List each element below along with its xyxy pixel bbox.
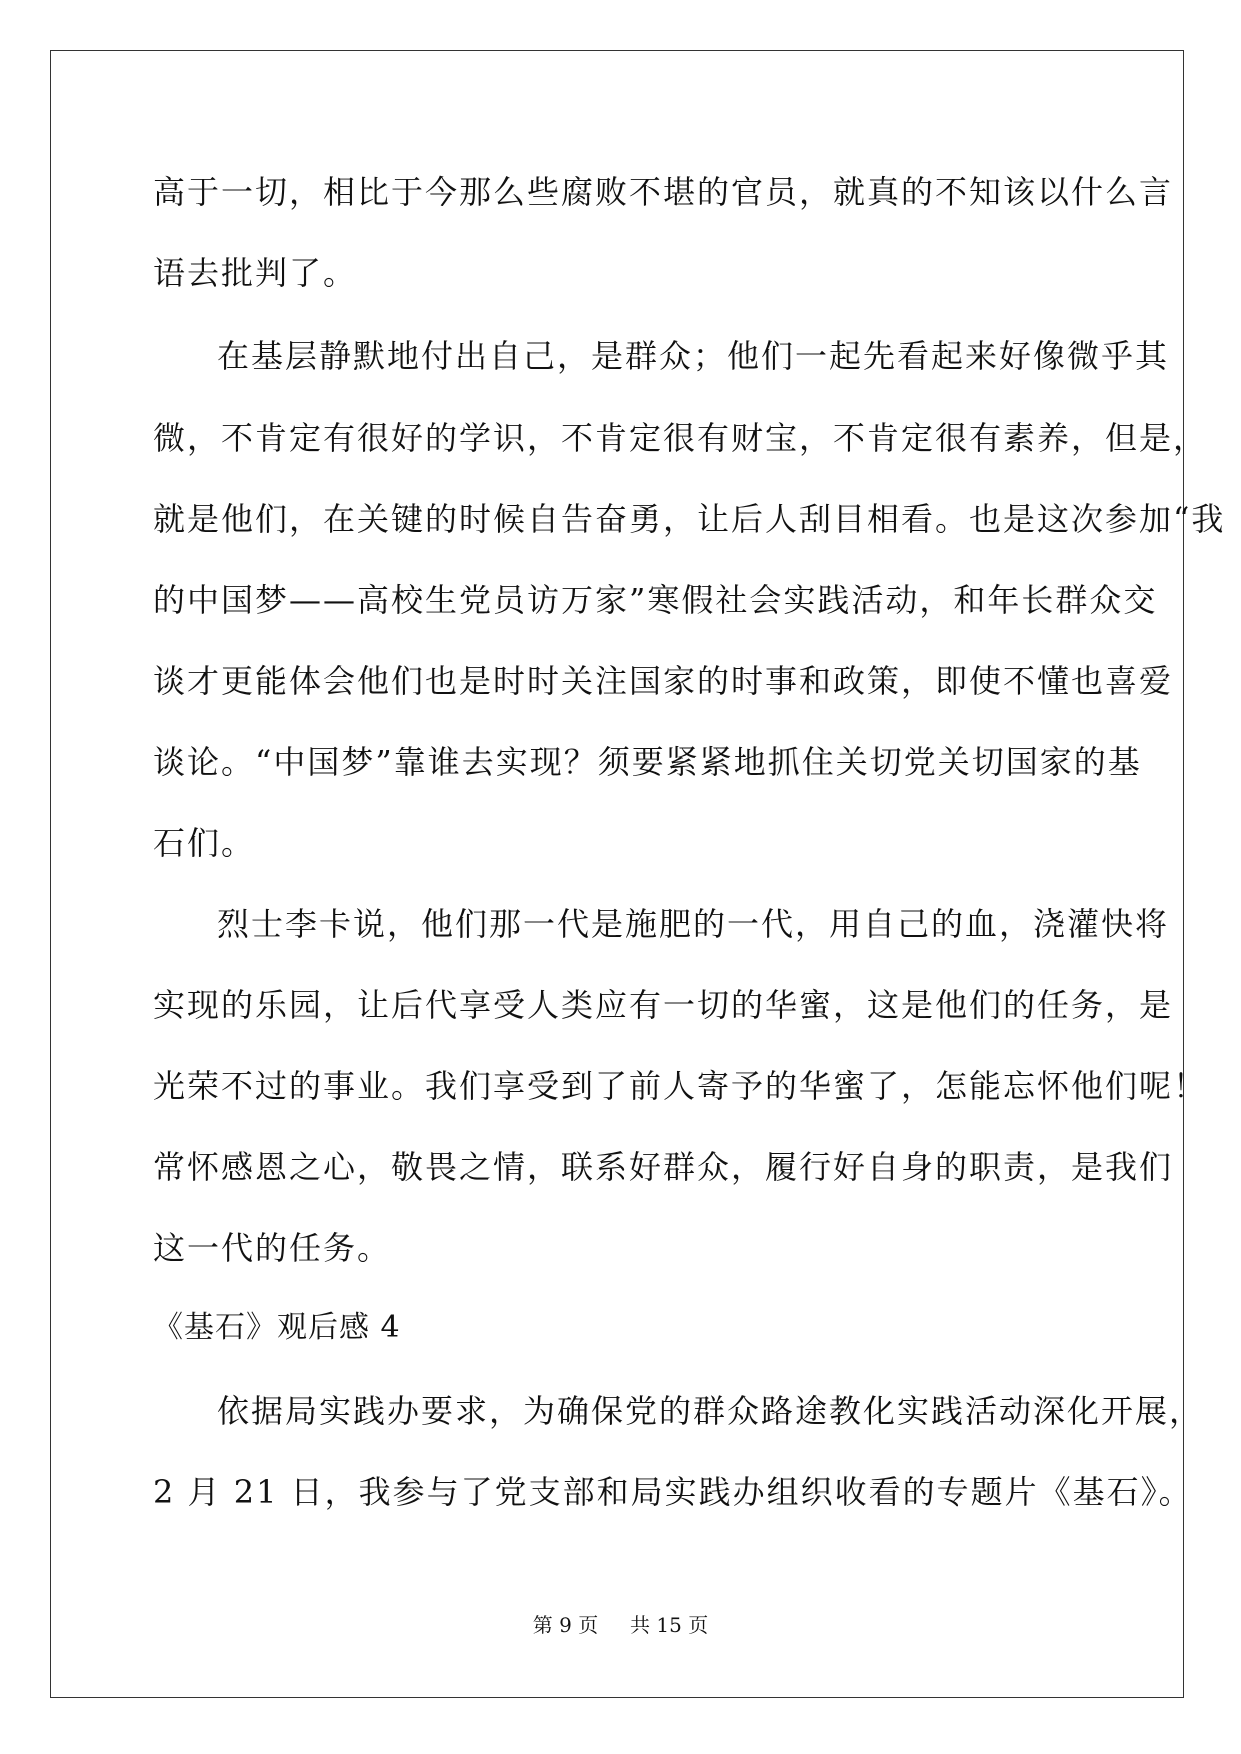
page-number: 第 9 页 xyxy=(532,1613,599,1637)
text-line: 实现的乐园，让后代享受人类应有一切的华蜜，这是他们的任务，是 xyxy=(153,986,1174,1024)
text-line: 微，不肯定有很好的学识，不肯定很有财宝，不肯定很有素养，但是， xyxy=(153,419,1208,457)
text-line: 的中国梦——高校生党员访万家”寒假社会实践活动，和年长群众交 xyxy=(153,581,1158,619)
section-heading: 《基石》观后感 4 xyxy=(153,1310,401,1345)
text-line: 2 月 21 日，我参与了党支部和局实践办组织收看的专题片《基石》。 xyxy=(153,1473,1193,1511)
text-line: 谈才更能体会他们也是时时关注国家的时事和政策，即使不懂也喜爱 xyxy=(153,662,1174,700)
text-line: 常怀感恩之心，敬畏之情，联系好群众，履行好自身的职责，是我们 xyxy=(153,1148,1174,1186)
text-line: 高于一切，相比于今那么些腐败不堪的官员，就真的不知该以什么言 xyxy=(153,173,1174,211)
text-line: 谈论。“中国梦”靠谁去实现？须要紧紧地抓住关切党关切国家的基 xyxy=(153,743,1142,781)
text-line: 石们。 xyxy=(153,824,256,862)
text-line: 就是他们，在关键的时候自告奋勇，让后人刮目相看。也是这次参加“我 xyxy=(153,500,1226,538)
text-line: 语去批判了。 xyxy=(153,254,358,292)
paragraph-start-line: 在基层静默地付出自己，是群众；他们一起先看起来好像微乎其 xyxy=(217,337,1170,375)
page-footer xyxy=(0,1613,1241,1637)
page-border xyxy=(50,50,1226,1698)
paragraph-start-line: 依据局实践办要求，为确保党的群众路途教化实践活动深化开展， xyxy=(217,1392,1204,1430)
page-total: 共 15 页 xyxy=(630,1613,709,1637)
text-line: 这一代的任务。 xyxy=(153,1229,392,1267)
text-line: 光荣不过的事业。我们享受到了前人寄予的华蜜了，怎能忘怀他们呢！ xyxy=(153,1067,1208,1105)
paragraph-start-line: 烈士李卡说，他们那一代是施肥的一代，用自己的血，浇灌快将 xyxy=(217,905,1170,943)
